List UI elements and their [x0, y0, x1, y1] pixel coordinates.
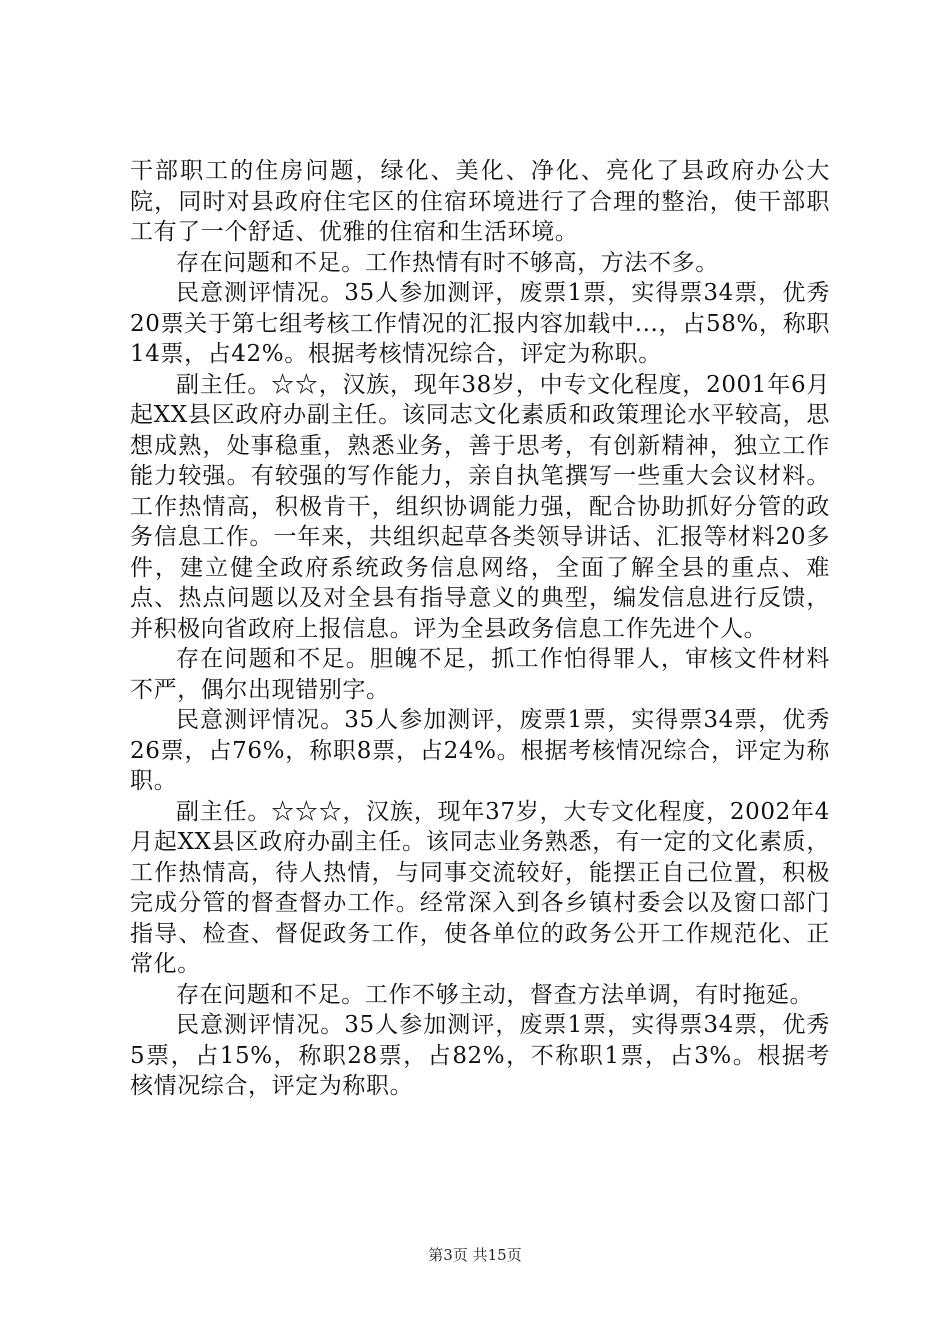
document-body [130, 156, 830, 1102]
paragraph: 存在问题和不足。工作不够主动，督查方法单调，有时拖延。 [176, 981, 814, 1008]
paragraph: 民意测评情况。35人参加测评，废票1票，实得票34票，优秀5票，占15%，称职28票，占82%，不称职1票，占3%。根据考核情况综合，评定为称职。 [130, 1012, 830, 1099]
paragraph: 副主任。☆☆，汉族，现年38岁，中专文化程度，2001年6月起XX县区政府办副主任。该同志文化素质和政策理论水平较高，思想成熟，处事稳重，熟悉业务，善于思考，有创新精神，独立工作能力较强。有较强的写作能力，亲自执笔撰写一些重大会议材料。工作热情高，积极肯干，组织协调能力强，配合协助抓好分管的政务信息工作。一年来，共组织起草各类领导讲话、汇报等材料20多件，建立健全政府系统政务信息网络，全面了解全县的重点、难点、热点问题以及对全县有指导意义的典型，编发信息进行反馈，并积极向省政府上报信息。评为全县政务信息工作先进个人。 [130, 371, 830, 642]
paragraph: 民意测评情况。35人参加测评，废票1票，实得票34票，优秀20票关于第七组考核工作情况的汇报内容加载中...，占58%，称职14票，占42%。根据考核情况综合，评定为称职。 [130, 280, 830, 367]
paragraph: 存在问题和不足。胆魄不足，抓工作怕得罪人，审核文件材料不严，偶尔出现错别字。 [130, 646, 830, 703]
page-number-footer: 第3页 共15页 [428, 1246, 522, 1264]
paragraph: 民意测评情况。35人参加测评，废票1票，实得票34票，优秀26票，占76%，称职8票，占24%。根据考核情况综合，评定为称职。 [130, 707, 830, 794]
paragraph: 副主任。☆☆☆，汉族，现年37岁，大专文化程度，2002年4月起XX县区政府办副主任。该同志业务熟悉，有一定的文化素质，工作热情高，待人热情，与同事交流较好，能摆正自己位置，积极完成分管的督查督办工作。经常深入到各乡镇村委会以及窗口部门指导、检查、督促政务工作，使各单位的政务公开工作规范化、正常化。 [130, 798, 830, 977]
paragraph: 存在问题和不足。工作热情有时不够高，方法不多。 [176, 249, 719, 276]
paragraph-continued: 干部职工的住房问题，绿化、美化、净化、亮化了县政府办公大院，同时对县政府住宅区的住宿环境进行了合理的整治，使干部职工有了一个舒适、优雅的住宿和生活环境。 [130, 158, 830, 245]
